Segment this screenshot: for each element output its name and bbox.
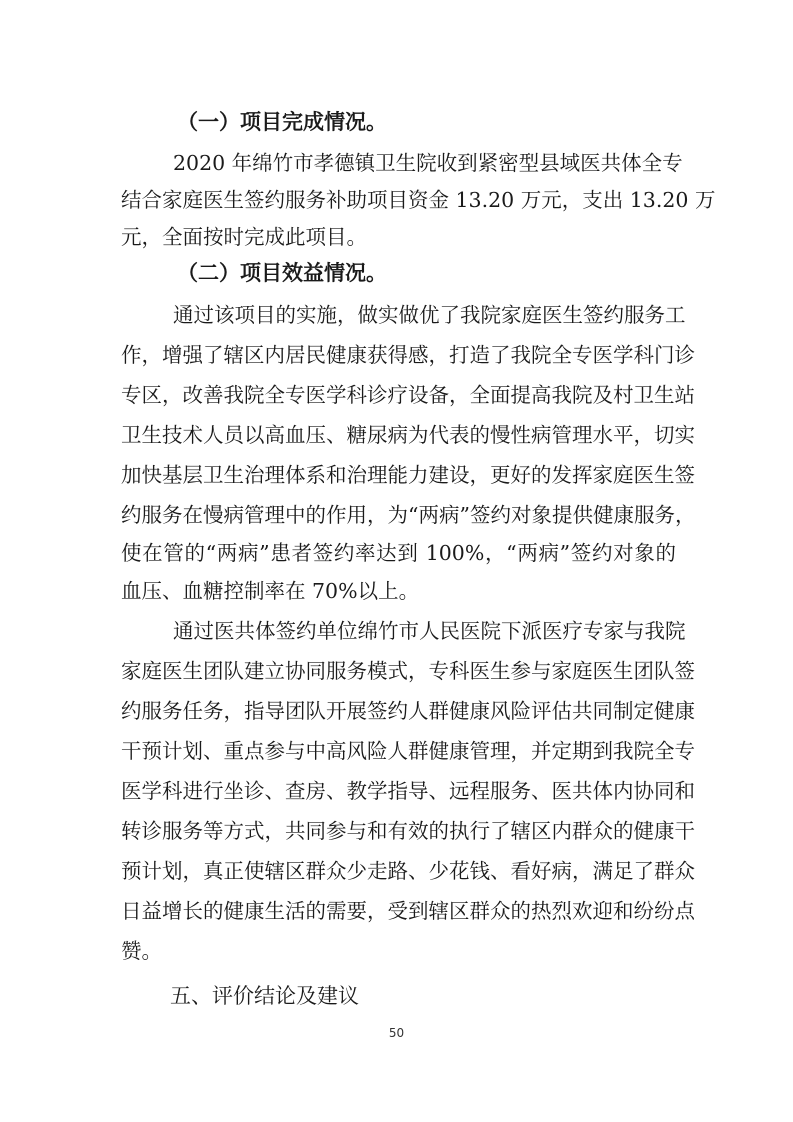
para2-line-2: 作，增强了辖区内居民健康获得感，打造了我院全专医学科门诊 <box>121 343 695 367</box>
para2-line-6: 约服务在慢病管理中的作用，为“两病”签约对象提供健康服务， <box>121 503 696 527</box>
para2-line-1: 通过该项目的实施，做实做优了我院家庭医生签约服务工 <box>173 303 686 327</box>
para2-line-8: 血压、血糖控制率在 70%以上。 <box>121 579 420 603</box>
para3-line-7: 预计划，真正使辖区群众少走路、少花钱、看好病，满足了群众 <box>121 859 695 883</box>
para1-line-3: 元，全面按时完成此项目。 <box>121 225 367 249</box>
para2-line-7: 使在管的“两病”患者签约率达到 100%，“两病”签约对象的 <box>121 541 676 565</box>
para3-line-8: 日益增长的健康生活的需要，受到辖区群众的热烈欢迎和纷纷点 <box>121 899 695 923</box>
para3-line-9: 赞。 <box>121 939 162 963</box>
para3-line-6: 转诊服务等方式，共同参与和有效的执行了辖区内群众的健康干 <box>121 819 695 843</box>
para2-line-4: 卫生技术人员以高血压、糖尿病为代表的慢性病管理水平，切实 <box>121 423 695 447</box>
para1-line-1: 2020 年绵竹市孝德镇卫生院收到紧密型县域医共体全专 <box>173 151 683 175</box>
para2-line-3: 专区，改善我院全专医学科诊疗设备，全面提高我院及村卫生站 <box>121 383 695 407</box>
page-number: 50 <box>388 1026 405 1040</box>
para3-line-5: 医学科进行坐诊、查房、教学指导、远程服务、医共体内协同和 <box>121 779 695 803</box>
para3-line-2: 家庭医生团队建立协同服务模式，专科医生参与家庭医生团队签 <box>121 659 695 683</box>
para2-line-5: 加快基层卫生治理体系和治理能力建设，更好的发挥家庭医生签 <box>121 463 695 487</box>
section-heading-conclusion: 五、评价结论及建议 <box>170 984 359 1008</box>
para1-line-2: 结合家庭医生签约服务补助项目资金 13.20 万元，支出 13.20 万 <box>121 188 716 212</box>
para3-line-4: 干预计划、重点参与中高风险人群健康管理，并定期到我院全专 <box>121 739 695 763</box>
para3-line-3: 约服务任务，指导团队开展签约人群健康风险评估共同制定健康 <box>121 699 695 723</box>
para3-line-1: 通过医共体签约单位绵竹市人民医院下派医疗专家与我院 <box>173 619 686 643</box>
heading-project-completion: （一）项目完成情况。 <box>177 110 387 134</box>
heading-project-benefits: （二）项目效益情况。 <box>177 261 387 285</box>
